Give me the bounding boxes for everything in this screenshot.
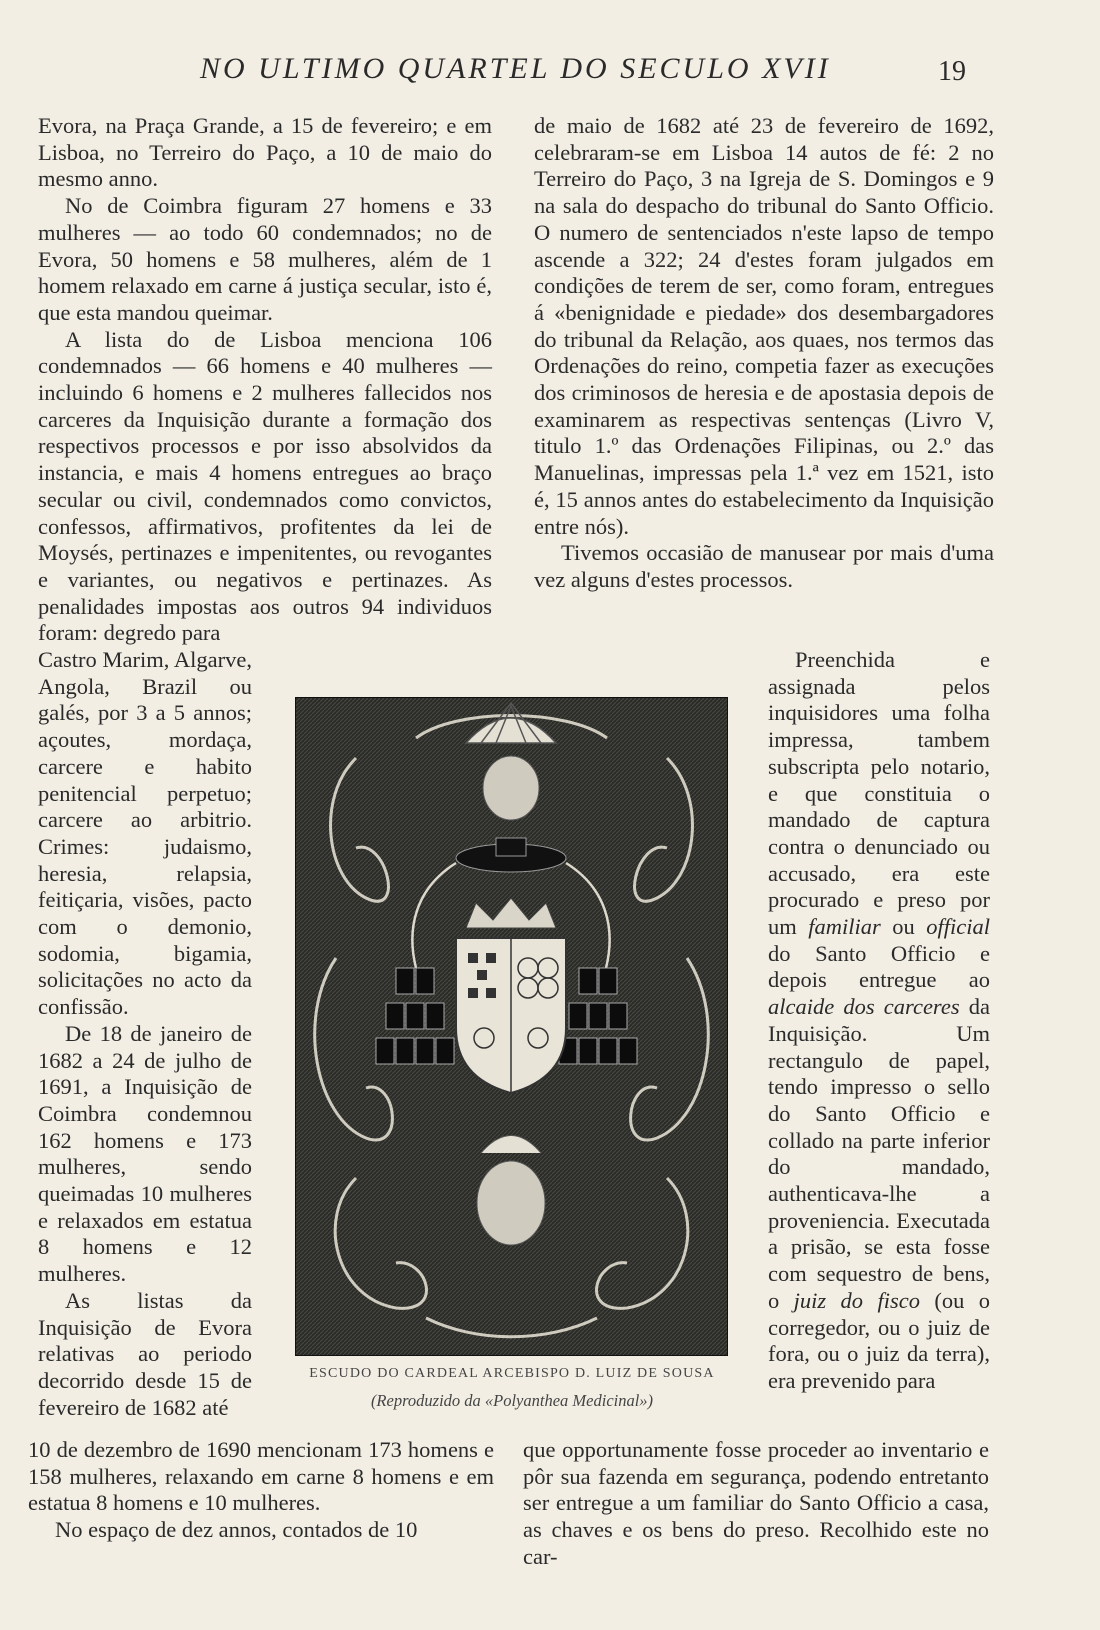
paragraph: No espaço de dez annos, contados de 10 <box>55 1517 418 1543</box>
paragraph: De 18 de janeiro de 1682 a 24 de julho de 1691, a Inquisição de Coimbra condemnou 162 homens e 173 mulheres, sendo queimadas 10 mulheres e relaxados em estatua 8 homens e 12 mulheres. <box>38 1020 252 1287</box>
running-header-title: NO ULTIMO QUARTEL DO SECULO XVII <box>200 52 831 85</box>
left-bottom-text <box>28 1437 494 1544</box>
paragraph: de maio de 1682 até 23 de fevereiro de 1692, celebraram-se em Lisboa 14 autos de fé: 2 no Terreiro do Paço, 3 na Igreja de S. Domingos e 9 na sala do despacho do tribunal do Santo Officio. O numero de sentenciados n'este lapso de tempo ascende a 322; 24 d'estes foram julgados em condições de terem de ser, como foram, entregues á «benignidade e piedade» dos desembargadores do tribunal da Relação, aos quaes, nos termos das Ordenações do reino, competia fazer as execuções dos criminosos de heresia e de apostasia depois de examinarem as respectivas sentenças (Livro V, titulo 1.º das Ordenações Filipinas, ou 2.º das Manuelinas, impressas pela 1.ª vez em 1521, isto é, 15 annos antes do estabelecimento da Inquisição entre nós). <box>534 113 994 539</box>
paragraph: 10 de dezembro de 1690 mencionam 173 homens e 158 mulheres, relaxando em carne 8 homens e em estatua 8 homens e 10 mulheres. <box>28 1437 494 1516</box>
text-run: Preenchida e assignada pelos inquisidores uma folha impressa, tambem subscripta pelo notario, e que constituia o mandado de captura contra o denunciado ou accusado, era este procurado e preso por um <box>768 647 990 940</box>
right-bottom-text <box>523 1437 989 1571</box>
italic-term: official <box>926 914 990 940</box>
text-run: do Santo Officio e depois entregue ao <box>768 940 990 993</box>
page-number: 19 <box>938 56 966 87</box>
italic-term: juiz do fisco <box>793 1287 920 1313</box>
paragraph: Tivemos occasião de manusear por mais d'uma vez alguns d'estes processos. <box>534 540 994 592</box>
text-run: da Inquisição. Um rectangulo de papel, tendo impresso o sello do Santo Officio e collado na parte inferior do mandado, authenticava-lhe a proveniencia. Executada a prisão, se esta fosse com sequestro de bens, o <box>768 994 990 1313</box>
coat-of-arms-illustration <box>296 698 727 1355</box>
text-run: (ou o corregedor, ou o juiz de fora, ou o juiz da terra), era prevenido para <box>768 1287 991 1393</box>
coat-of-arms-engraving <box>295 697 728 1356</box>
paragraph: Castro Marim, Algarve, Angola, Brazil ou galés, por 3 a 5 annos; açoutes, mordaça, carcere e habito penitencial perpetuo; carcere ao arbitrio. Crimes: judaismo, heresia, relapsia, feitiçaria, visões, pacto com o demonio, sodomia, bigamia, solicitações no acto da confissão. <box>38 647 252 1020</box>
figure-subcaption: (Reproduzido da «Polyanthea Medicinal») <box>370 1391 654 1410</box>
text-run: ou <box>880 914 927 940</box>
left-column-text <box>38 113 492 647</box>
paragraph: As listas da Inquisição de Evora relativas ao periodo decorrido desde 15 de fevereiro de 1682 até <box>38 1287 252 1420</box>
paragraph: Evora, na Praça Grande, a 15 de fevereiro; e em Lisboa, no Terreiro do Paço, a 10 de maio do mesmo anno. <box>38 113 492 192</box>
paragraph: No de Coimbra figuram 27 homens e 33 mulheres — ao todo 60 condemnados; no de Evora, 50 homens e 58 mulheres, além de 1 homem relaxado em carne á justiça secular, isto é, que esta mandou queimar. <box>38 193 492 325</box>
paragraph: que opportunamente fosse proceder ao inventario e pôr sua fazenda em segurança, podendo entretanto ser entregue a um familiar do Santo Officio a casa, as chaves e os bens do preso. Recolhido este no car- <box>523 1437 989 1569</box>
paragraph <box>768 647 990 1395</box>
italic-term: alcaide dos carceres <box>768 994 960 1020</box>
paragraph: A lista do de Lisboa menciona 106 condemnados — 66 homens e 40 mulheres — incluindo 6 homens e 2 mulheres fallecidos nos carceres da Inquisição durante a formação dos respectivos processos e por isso absolvidos da instancia, e mais 4 homens entregues ao braço secular ou civil, condemnados como convictos, confessos, affirmativos, profitentes da lei de Moysés, pertinazes e impenitentes, ou revogantes e variantes, ou negativos e pertinazes. As penalidades impostas aos outros 94 individuos foram: degredo para <box>38 326 492 646</box>
figure-caption: ESCUDO DO CARDEAL ARCEBISPO D. LUIZ DE SOUSA <box>309 1366 715 1381</box>
right-column-text <box>534 113 994 594</box>
left-narrow-column-text <box>38 647 252 1421</box>
italic-term: familiar <box>808 914 881 940</box>
right-narrow-column-text <box>768 647 990 1395</box>
